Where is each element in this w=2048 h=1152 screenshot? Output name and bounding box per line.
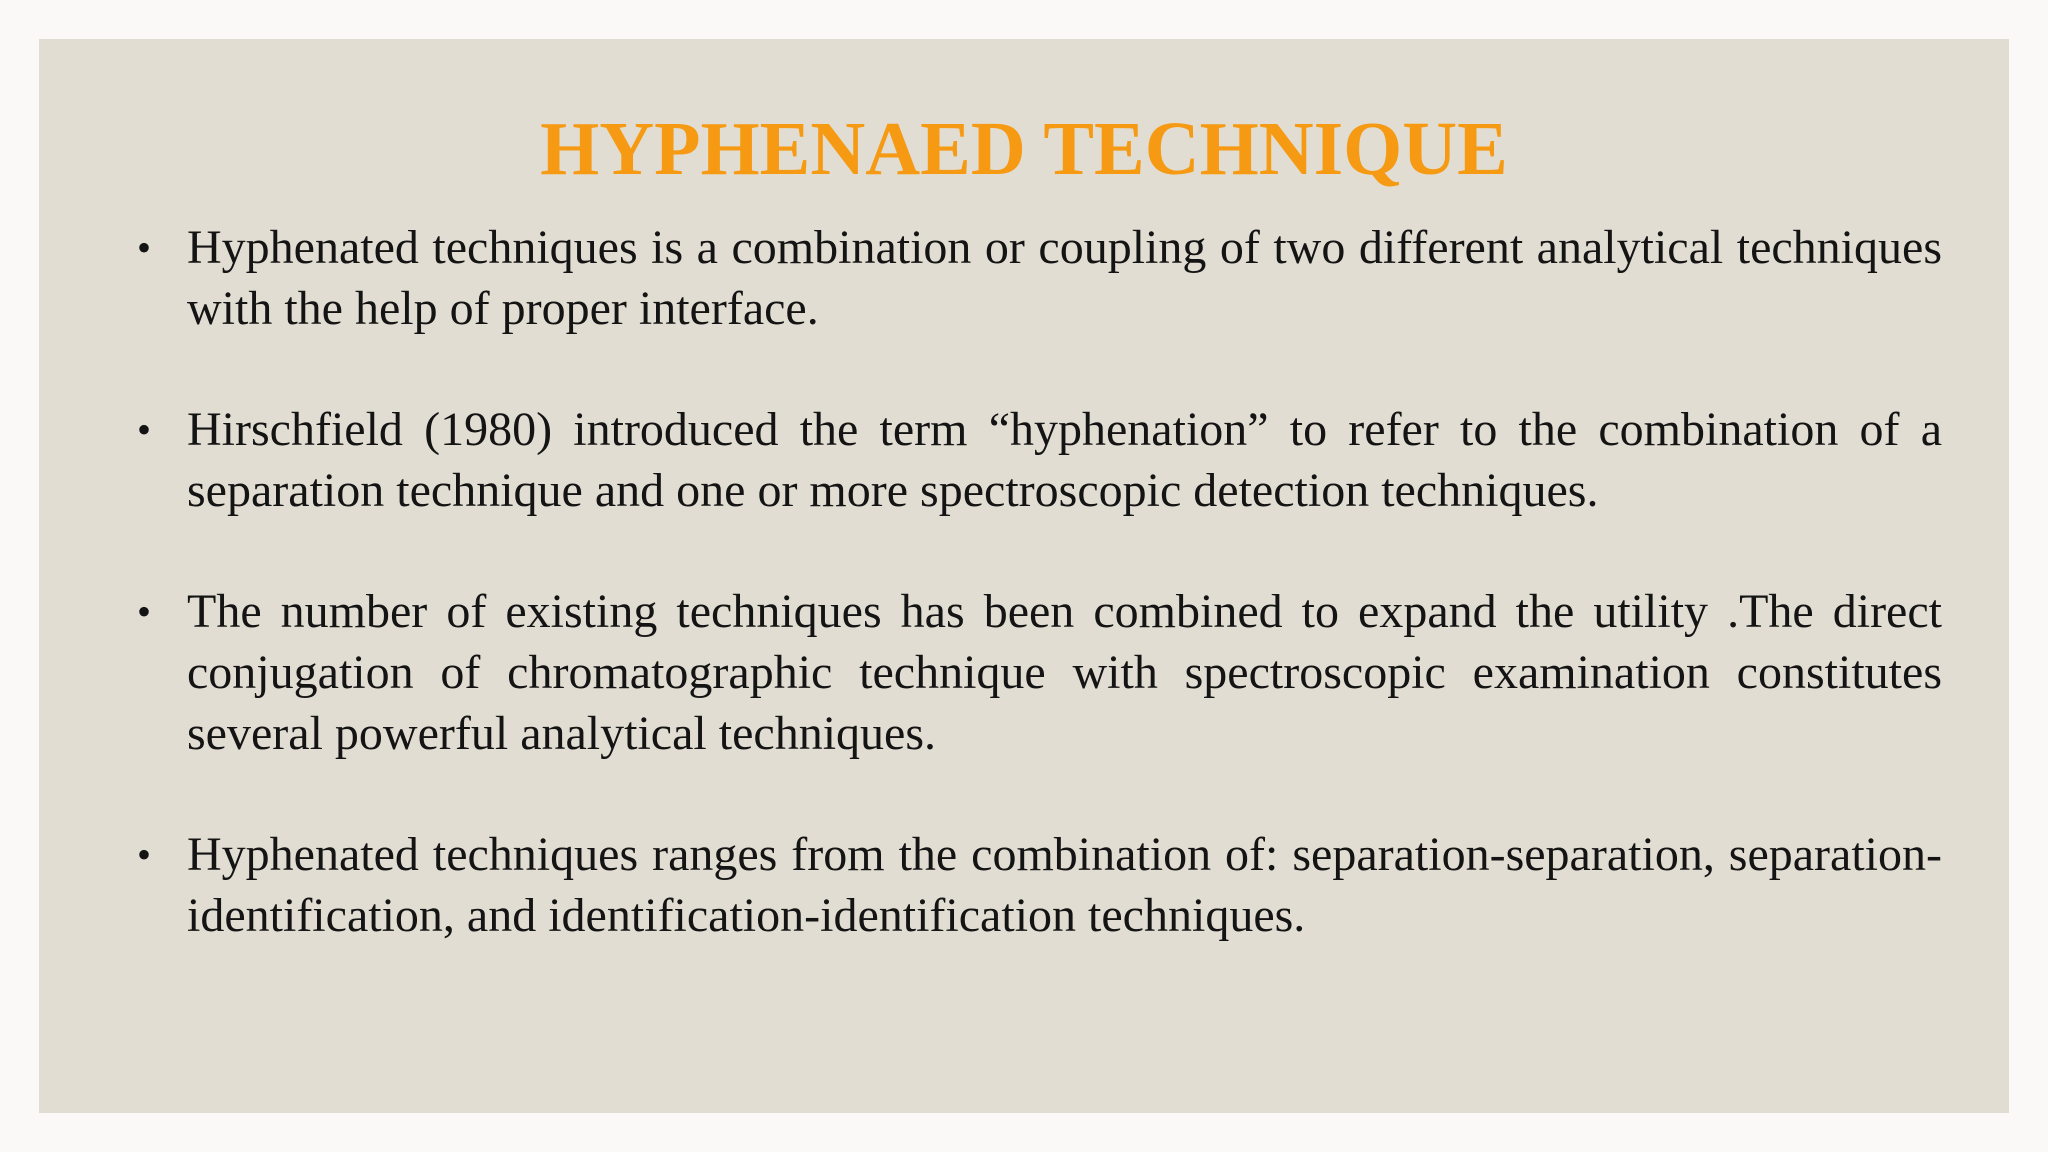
bullet-text: Hirschfield (1980) introduced the term “hyphenation” to refer to the combination of a separation technique and one or more spectroscopic detection techniques. [187,403,1942,517]
bullet-list [137,217,1942,1006]
bullet-item [137,399,1942,521]
bullet-text: The number of existing techniques has been combined to expand the utility .The direct conjugation of chromatographic technique with spectroscopic examination constitutes several powerful analytical techniques. [187,585,1942,760]
slide-title: HYPHENAED TECHNIQUE [540,107,1508,191]
bullet-item [137,217,1942,339]
bullet-text: Hyphenated techniques ranges from the combination of: separation-separation, separation- identification, and identification-identification techniques. [187,828,1942,942]
bullet-icon: • [137,407,152,452]
bullet-icon: • [137,589,152,634]
slide [39,39,2009,1113]
bullet-text: Hyphenated techniques is a combination or coupling of two different analytical techniques with the help of proper interface. [187,221,1942,335]
bullet-item [137,581,1942,764]
bullet-icon: • [137,225,152,270]
bullet-item [137,824,1942,946]
bullet-icon: • [137,832,152,877]
